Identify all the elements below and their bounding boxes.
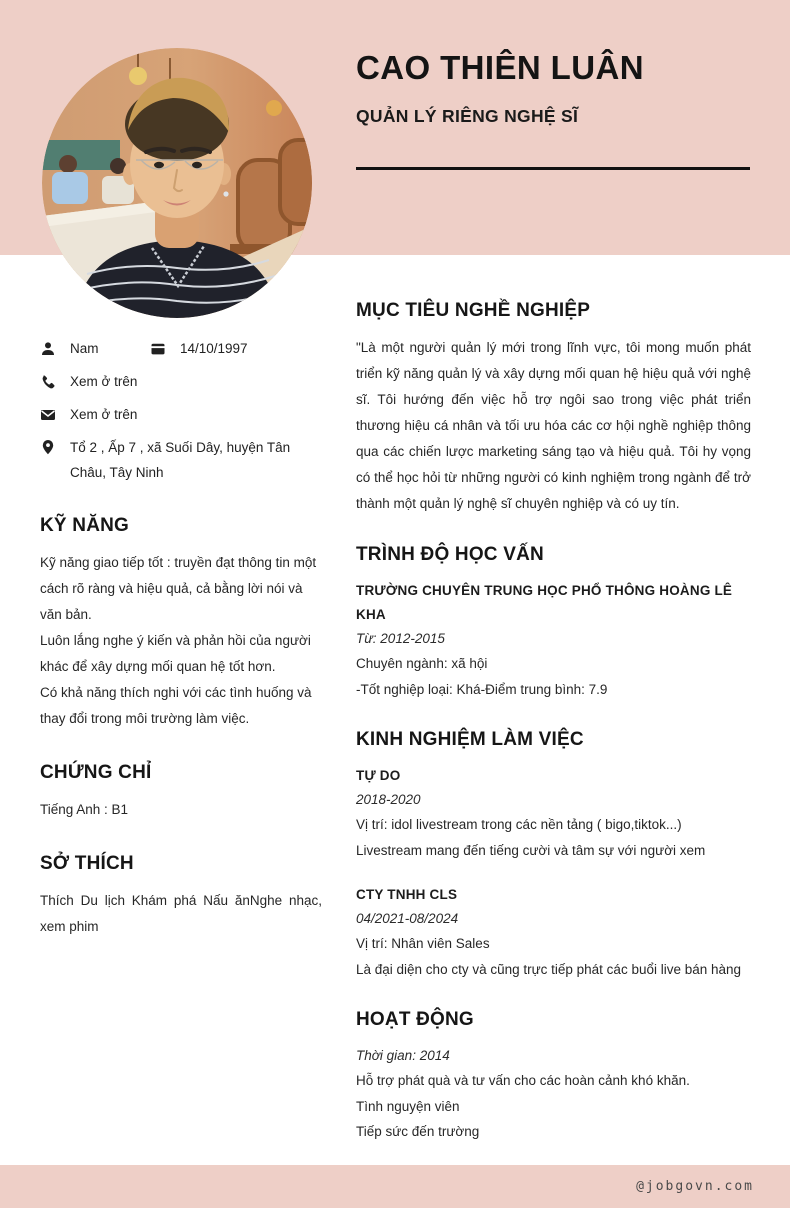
job-line: Vị trí: idol livestream trong các nền tảng ( bigo,tiktok...) <box>356 817 682 832</box>
section-heading-experience: KINH NGHIỆM LÀM VIỆC <box>356 729 584 750</box>
job-company: CTY TNHH CLS <box>356 887 458 902</box>
experience-job <box>356 764 751 863</box>
info-row-email <box>40 402 322 427</box>
candidate-name: CAO THIÊN LUÂN <box>356 49 644 86</box>
activities-period: Thời gian: 2014 <box>356 1048 450 1063</box>
email-icon <box>40 407 56 423</box>
phone-icon <box>40 374 56 390</box>
education-period: Từ: 2012-2015 <box>356 631 445 646</box>
job-period: 04/2021-08/2024 <box>356 911 459 926</box>
section-heading-activities: HOẠT ĐỘNG <box>356 1009 474 1030</box>
footer-watermark: @jobgovn.com <box>636 1179 754 1194</box>
dob-value: 14/10/1997 <box>180 341 248 356</box>
header-divider <box>356 167 750 170</box>
section-heading-hobbies: SỞ THÍCH <box>40 853 134 874</box>
job-line: Vị trí: Nhân viên Sales <box>356 936 490 951</box>
address-value: Tổ 2 , Ấp 7 , xã Suối Dây, huyện Tân Châu, Tây Ninh <box>70 440 291 480</box>
education-school: TRƯỜNG CHUYÊN TRUNG HỌC PHỔ THÔNG HOÀNG LÊ KHA <box>356 583 733 622</box>
footer-band <box>0 1165 790 1208</box>
section-heading-certificates: CHỨNG CHỈ <box>40 762 152 783</box>
person-icon <box>40 341 56 357</box>
candidate-job-title: QUẢN LÝ RIÊNG NGHỆ SĨ <box>356 106 579 126</box>
skills-item: Kỹ năng giao tiếp tốt : truyền đạt thông tin một cách rõ ràng và hiệu quả, cả bằng lời nói và văn bản. <box>40 555 317 622</box>
activities-line: Tình nguyện viên <box>356 1098 460 1114</box>
education-detail: Chuyên ngành: xã hội <box>356 656 488 671</box>
education-detail: -Tốt nghiệp loại: Khá-Điểm trung bình: 7.9 <box>356 681 608 697</box>
job-period: 2018-2020 <box>356 792 421 807</box>
left-column <box>40 336 322 940</box>
job-line: Livestream mang đến tiếng cười và tâm sự với người xem <box>356 842 706 858</box>
objective-body: "Là một người quản lý mới trong lĩnh vực, tôi mong muốn phát triển kỹ năng quản lý và xây dựng mối quan hệ hiệu quả với nghệ sĩ. Tôi hướng đến việc hỗ trợ ngôi sao trong việc phát triển thương hiệu cá nhân và tối ưu hóa các cơ hội nghề nghiệp thông qua các chiến lược marketing sáng tạo và hiệu quả. Tôi hy vọng có thể học hỏi từ những người có kinh nghiệm trong ngành để trở thành một quản lý nghệ sĩ chuyên nghiệp và có uy tín. <box>356 340 751 511</box>
job-line: Là đại diện cho cty và cũng trực tiếp phát các buổi live bán hàng <box>356 961 742 977</box>
skills-item: Luôn lắng nghe ý kiến và phản hồi của người khác để xây dựng mối quan hệ tốt hơn. <box>40 633 311 674</box>
skills-item: Có khả năng thích nghi với các tình huống và thay đổi trong môi trường làm việc. <box>40 685 312 726</box>
section-heading-skills: KỸ NĂNG <box>40 515 130 536</box>
profile-photo <box>42 48 312 318</box>
experience-job <box>356 883 751 982</box>
phone-value: Xem ở trên <box>70 374 138 389</box>
activities-line: Tiếp sức đến trường <box>356 1124 480 1139</box>
profile-photo-illustration <box>42 48 312 318</box>
info-row-address <box>40 435 322 485</box>
info-row-gender-dob <box>40 336 322 361</box>
calendar-icon <box>150 341 166 357</box>
email-value: Xem ở trên <box>70 407 138 422</box>
location-icon <box>40 439 56 455</box>
job-company: TỰ DO <box>356 768 401 783</box>
section-heading-objective: MỤC TIÊU NGHỀ NGHIỆP <box>356 300 591 321</box>
right-column <box>356 300 751 1145</box>
certificates-body: Tiếng Anh : B1 <box>40 802 129 817</box>
info-row-phone <box>40 369 322 394</box>
activities-line: Hỗ trợ phát quà và tư vấn cho các hoàn cảnh khó khăn. <box>356 1073 690 1088</box>
hobbies-body: Thích Du lịch Khám phá Nấu ănNghe nhạc, xem phim <box>40 893 322 934</box>
gender-value: Nam <box>70 341 99 356</box>
section-heading-education: TRÌNH ĐỘ HỌC VẤN <box>356 544 544 565</box>
